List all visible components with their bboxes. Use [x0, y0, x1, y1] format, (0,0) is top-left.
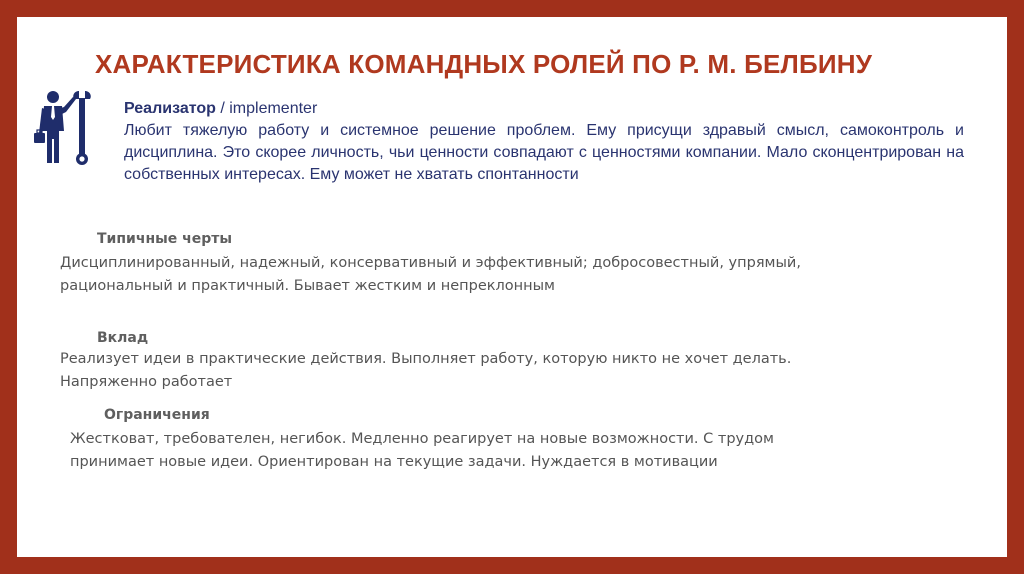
contribution-text	[60, 348, 960, 394]
traits-text	[60, 252, 960, 298]
worker-with-wrench-icon	[33, 87, 97, 167]
traits-title: Типичные черты	[97, 231, 233, 247]
limitations-title: Ограничения	[104, 407, 210, 423]
slide-title: ХАРАКТЕРИСТИКА КОМАНДНЫХ РОЛЕЙ ПО Р. М. БЕЛБИНУ	[95, 49, 873, 79]
role-description: Любит тяжелую работу и системное решение проблем. Ему присущи здравый смысл, самоконтроль и дисциплина. Это скорее личность, чьи ценности совпадают с ценностями компании. Мало сконцентрирован на собственных интересах. Ему может не хватать спонтанности	[124, 122, 964, 183]
role-heading	[124, 98, 964, 120]
role-separator: /	[215, 100, 230, 117]
traits-text-line: рациональный и практичный. Бывает жестким и непреклонным	[60, 278, 555, 294]
traits-text-line: Дисциплинированный, надежный, консервативный и эффективный; добросовестный, упрямый,	[60, 255, 801, 271]
role-name: Реализатор	[124, 100, 216, 117]
role-description-block	[124, 98, 964, 186]
contribution-text-line: Напряженно работает	[60, 374, 233, 390]
limitations-text-line: принимает новые идеи. Ориентирован на текущие задачи. Нуждается в мотивации	[70, 454, 718, 470]
role-name-en: implementer	[229, 100, 318, 117]
limitations-text	[70, 428, 970, 474]
contribution-text-line: Реализует идеи в практические действия. Выполняет работу, которую никто не хочет делать.	[60, 351, 792, 367]
limitations-text-line: Жестковат, требователен, негибок. Медленно реагирует на новые возможности. С трудом	[70, 431, 774, 447]
contribution-title: Вклад	[97, 330, 149, 346]
slide	[17, 17, 1007, 557]
